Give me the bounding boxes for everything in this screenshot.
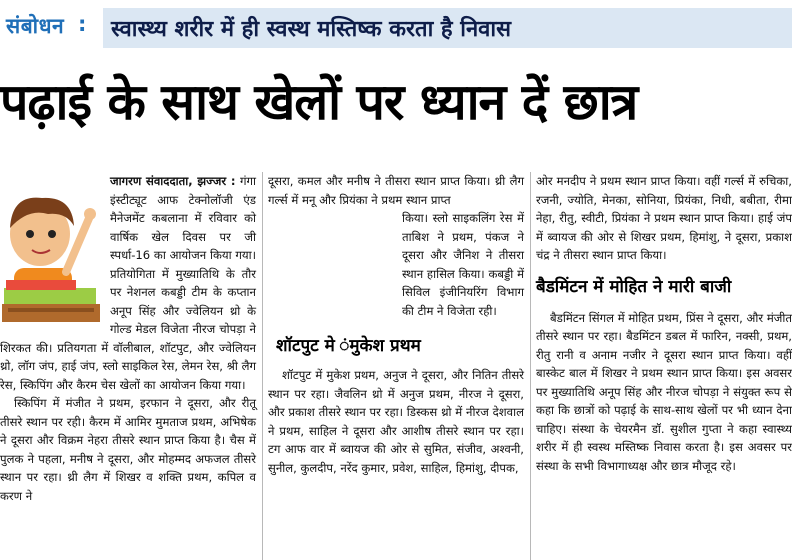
subheadline-band (103, 8, 792, 48)
section-label: संबोधन (6, 14, 65, 38)
student-reading-illustration (0, 176, 104, 326)
paragraph: बैडमिंटन सिंगल में मोहित प्रथम, प्रिंस ने दूसरा, और मंजीत तीसरे स्थान पर रहा। बैडमिंटन डबल में फारिन, नक्सी, प्रथम, रीतु रानी व अनाम नजीर ने दूसरा स्थान प्राप्त किया। वहीं बास्केट बाल में शिखर ने प्रथम स्थान प्राप्त किया। इस अवसर पर मुख्यातिथि अनूप सिंह और नीरज चोपड़ा ने संयुक्त रूप से कहा कि छात्रों को पढ़ाई के साथ-साथ खेलों पर भी ध्यान देना चाहिए। संस्था के चेयरमैन डॉ. सुशील गुप्ता ने कहा स्वास्थ्य शरीर में ही स्वस्थ मस्तिष्क निवास करता है। इस अवसर पर संस्था के सभी विभागाध्यक्ष और छात्र मौजूद रहे। (536, 310, 792, 473)
article-column-1 (0, 172, 256, 505)
paragraph: ओर मनदीप ने प्रथम स्थान प्राप्त किया। वहीं गर्ल्स में रुचिका, रजनी, ज्योति, मेनका, सोनिया, प्रियंका, निधी, बबीता, रीमा नेहा, रीतु, स्वीटी, प्रियंका ने प्रथम स्थान प्राप्त किया। हाई जंप में ब्वायज की ओर से शिखर प्रथम, हिमांशु, ने दूसरा, प्रकाश चंद्र ने तीसरा स्थान प्राप्त किया। (536, 174, 792, 262)
badminton-subheading: बैडमिंटन में मोहित ने मारी बाजी (536, 276, 732, 297)
byline: जागरण संवाददाता, झज्जर : (110, 174, 236, 188)
shotput-subheading: शॉटपुट मे ंमुकेश प्रथम (276, 336, 421, 356)
student-icon (0, 176, 104, 326)
paragraph: दूसरा, कमल और मनीष ने तीसरा स्थान प्राप्त किया। थ्री लैग गर्ल्स में मनू और प्रियंका ने प्रथम स्थान प्राप्त (268, 174, 524, 207)
column-divider (530, 172, 531, 560)
article-column-2 (268, 172, 524, 477)
paragraph: किया। स्लो साइकलिंग रेस में ताबिश ने प्रथम, पंकज ने दूसरा और जैनिश ने तीसरा स्थान हासिल किया। कबड्डी में सिविल इंजीनियरिंग विभाग की टीम ने विजेता रही। (402, 211, 524, 318)
label-bar (0, 8, 792, 48)
paragraph: शॉटपुट में मुकेश प्रथम, अनुज ने दूसरा, और नितिन तीसरे स्थान पर रहा। जैवलिन थ्रो में अनुज प्रथम, नीरज ने दूसरा, और प्रकाश तीसरे स्थान पर रहा। डिस्कस थ्रो में नीरज देशवाल ने प्रथम, साहिल ने दूसरा और आशीष तीसरे स्थान पर रहा। टग आफ वार में ब्वायज की ओर से सुमित, संजीव, अश्वनी, सुनील, कुलदीप, नरेंद कुमार, प्रवेश, साहिल, हिमांशु, दीपक, (268, 368, 524, 475)
article-column-3 (536, 172, 792, 475)
headline: पढ़ाई के साथ खेलों पर ध्यान दें छात्र (0, 73, 638, 131)
section-label-colon: : (78, 12, 87, 36)
paragraph: स्किपिंग में मंजीत ने प्रथम, इरफान ने दूसरा, और रीतू तीसरे स्थान पर रही। कैरम में आमिर मुमताज प्रथम, अभिषेक ने दूसरा और विक्रम नेहरा तीसरे स्थान प्राप्त किया है। चैस में पुलक ने पहला, मनीष ने दूसरा, और मोहम्मद अफजल तीसरे स्थान पर रहा। थ्री लैग में शिखर व शक्ति प्रथम, कपिल व करण ने (0, 396, 256, 503)
subheadline: स्वास्थ्य शरीर में ही स्वस्थ मस्तिष्क करता है निवास (111, 17, 511, 42)
column-divider (262, 172, 263, 560)
intro-paragraph: गंगा इंस्टीट्यूट आफ टेक्नोलॉजी एंड मैनेजमेंट कबलाना में रविवार को वार्षिक खेल दिवस पर जी स्पर्धा-16 का आयोजन किया गया। प्रतियोगिता में मुख्यातिथि के तौर पर नेशनल कबड्डी टीम के कप्तान अनूप सिंह और ज्वेलियन थ्रो के गोल्ड मेडल विजेता नीरज चोपड़ा ने शिरकत की। प्रतियगता में वॉलीबाल, शॉटपुट, और ज्वेलियन थ्रो, लॉग जंप, हाई जंप, स्लो साइकिल रेस, लेमन रेस, श्री लैग रेस, स्किपिंग और कैरम चेस खेलों का आयोजन किया गया। (0, 174, 256, 392)
